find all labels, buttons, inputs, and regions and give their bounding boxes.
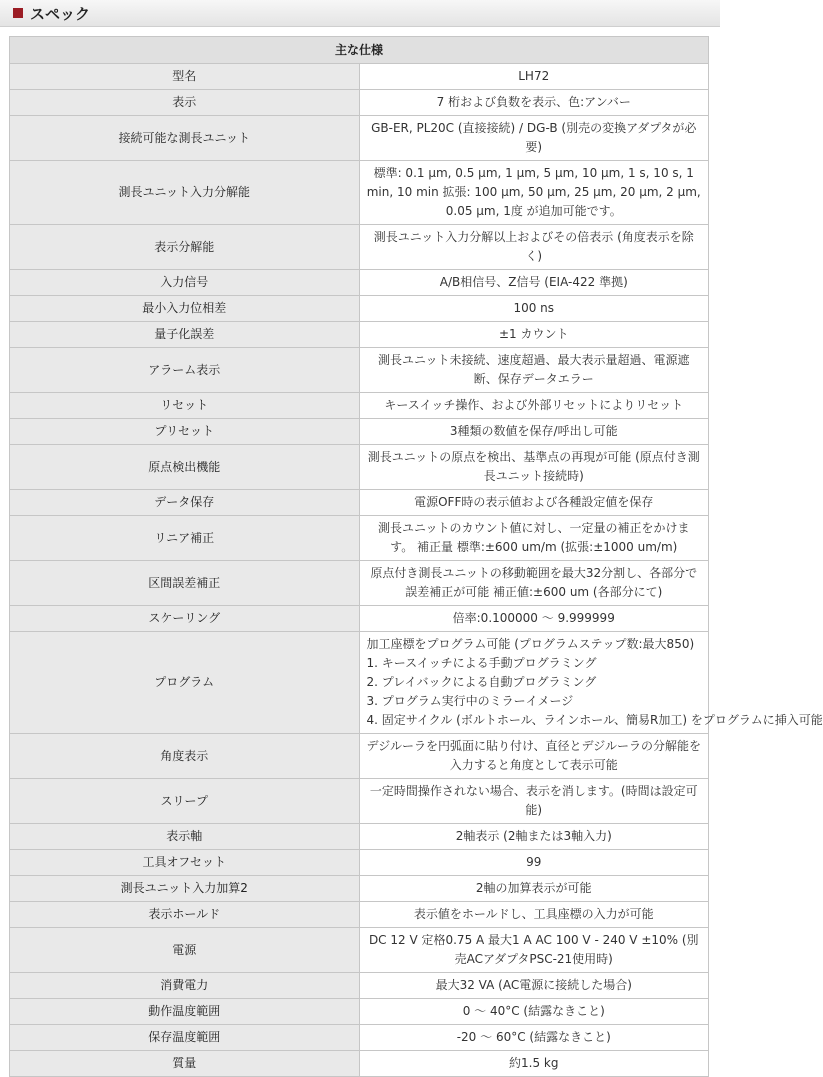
- row-value: 99: [359, 850, 709, 876]
- row-value: 表示値をホールドし、工具座標の入力が可能: [359, 902, 709, 928]
- row-label: 測長ユニット入力加算2: [10, 876, 360, 902]
- row-label: プリセット: [10, 419, 360, 445]
- row-label: 測長ユニット入力分解能: [10, 161, 360, 225]
- table-row: [10, 270, 709, 296]
- row-value: 100 ns: [359, 296, 709, 322]
- row-value: 測長ユニットの原点を検出、基準点の再現が可能 (原点付き測長ユニット接続時): [359, 445, 709, 490]
- table-row: [10, 445, 709, 490]
- row-label: アラーム表示: [10, 348, 360, 393]
- row-label: 表示軸: [10, 824, 360, 850]
- row-value: 0 ～ 40°C (結露なきこと): [359, 999, 709, 1025]
- row-value: デジルーラを円弧面に貼り付け、直径とデジルーラの分解能を入力すると角度として表示可能: [359, 734, 709, 779]
- table-row: [10, 1025, 709, 1051]
- table-row: [10, 322, 709, 348]
- row-value: 2軸表示 (2軸または3軸入力): [359, 824, 709, 850]
- table-row: [10, 490, 709, 516]
- row-value: A/B相信号、Z信号 (EIA-422 準拠): [359, 270, 709, 296]
- row-label: 消費電力: [10, 973, 360, 999]
- table-row: [10, 64, 709, 90]
- row-label: 接続可能な測長ユニット: [10, 116, 360, 161]
- table-row: [10, 225, 709, 270]
- list-item: 1. キースイッチによる手動プログラミング: [366, 656, 597, 670]
- list-item: 2. プレイバックによる自動プログラミング: [366, 675, 597, 689]
- table-row: [10, 161, 709, 225]
- section-marker-icon: [13, 8, 23, 18]
- row-value: 測長ユニットのカウント値に対し、一定量の補正をかけます。 補正量 標準:±600 um/m (拡張:±1000 um/m): [359, 516, 709, 561]
- table-row: [10, 116, 709, 161]
- row-value: ±1 カウント: [359, 322, 709, 348]
- table-row: [10, 606, 709, 632]
- table-row: [10, 516, 709, 561]
- row-value: キースイッチ操作、および外部リセットによりリセット: [359, 393, 709, 419]
- row-label: 表示分解能: [10, 225, 360, 270]
- table-row: [10, 561, 709, 606]
- row-label: 区間誤差補正: [10, 561, 360, 606]
- list-item: 加工座標をプログラム可能 (プログラムステップ数:最大850): [366, 637, 695, 651]
- row-value: 電源OFF時の表示値および各種設定値を保存: [359, 490, 709, 516]
- row-label: プログラム: [10, 632, 360, 734]
- row-label: 量子化誤差: [10, 322, 360, 348]
- table-row: [10, 296, 709, 322]
- row-value: [359, 632, 823, 734]
- row-value: 一定時間操作されない場合、表示を消します。(時間は設定可能): [359, 779, 709, 824]
- row-label: 原点検出機能: [10, 445, 360, 490]
- row-label: 表示ホールド: [10, 902, 360, 928]
- row-value: 2軸の加算表示が可能: [359, 876, 709, 902]
- table-row: [10, 90, 709, 116]
- table-row: [10, 419, 709, 445]
- table-row: [10, 734, 709, 779]
- row-label: リセット: [10, 393, 360, 419]
- list-item: 4. 固定サイクル (ボルトホール、ラインホール、簡易R加工) をプログラムに挿入可能: [366, 713, 823, 727]
- table-row: [10, 999, 709, 1025]
- section-header: [0, 0, 720, 27]
- section-title: スペック: [30, 5, 91, 23]
- row-label: リニア補正: [10, 516, 360, 561]
- row-value: -20 ～ 60°C (結露なきこと): [359, 1025, 709, 1051]
- row-value: LH72: [359, 64, 709, 90]
- row-value: 原点付き測長ユニットの移動範囲を最大32分割し、各部分で誤差補正が可能 補正値:±600 um (各部分にて): [359, 561, 709, 606]
- row-value: 測長ユニット未接続、速度超過、最大表示量超過、電源遮断、保存データエラー: [359, 348, 709, 393]
- row-value: 約1.5 kg: [359, 1051, 709, 1077]
- spec-table: [9, 36, 823, 1077]
- row-value: 3種類の数値を保存/呼出し可能: [359, 419, 709, 445]
- row-value: 標準: 0.1 μm, 0.5 μm, 1 μm, 5 μm, 10 μm, 1 s, 10 s, 1 min, 10 min 拡張: 100 μm, 50 μm, 25 μm, 20 μm, 2 μm, 0.05 μm, 1度 が追加可能です。: [359, 161, 709, 225]
- table-row: [10, 1051, 709, 1077]
- table-row: [10, 850, 709, 876]
- row-label: スリープ: [10, 779, 360, 824]
- table-row: [10, 902, 709, 928]
- spec-table-caption: 主な仕様: [10, 37, 709, 64]
- row-value: 測長ユニット入力分解以上およびその倍表示 (角度表示を除く): [359, 225, 709, 270]
- row-label: 角度表示: [10, 734, 360, 779]
- table-row: [10, 779, 709, 824]
- table-row: [10, 824, 709, 850]
- table-row: [10, 393, 709, 419]
- row-label: 保存温度範囲: [10, 1025, 360, 1051]
- row-label: 電源: [10, 928, 360, 973]
- row-value: 7 桁および負数を表示、色:アンバー: [359, 90, 709, 116]
- table-row: [10, 928, 709, 973]
- row-label: 最小入力位相差: [10, 296, 360, 322]
- row-value: 最大32 VA (AC電源に接続した場合): [359, 973, 709, 999]
- program-feature-list: [367, 635, 823, 730]
- row-label: 表示: [10, 90, 360, 116]
- row-label: スケーリング: [10, 606, 360, 632]
- row-label: 質量: [10, 1051, 360, 1077]
- row-value: DC 12 V 定格0.75 A 最大1 A AC 100 V - 240 V ±10% (別売ACアダプタPSC-21使用時): [359, 928, 709, 973]
- table-row: [10, 632, 709, 734]
- row-value: 倍率:0.100000 ～ 9.999999: [359, 606, 709, 632]
- row-label: 動作温度範囲: [10, 999, 360, 1025]
- row-label: 入力信号: [10, 270, 360, 296]
- row-value: GB-ER, PL20C (直接接続) / DG-B (別売の変換アダプタが必要): [359, 116, 709, 161]
- table-row: [10, 876, 709, 902]
- table-row: [10, 973, 709, 999]
- row-label: データ保存: [10, 490, 360, 516]
- row-label: 型名: [10, 64, 360, 90]
- table-row: [10, 348, 709, 393]
- row-label: 工具オフセット: [10, 850, 360, 876]
- list-item: 3. プログラム実行中のミラーイメージ: [366, 694, 574, 708]
